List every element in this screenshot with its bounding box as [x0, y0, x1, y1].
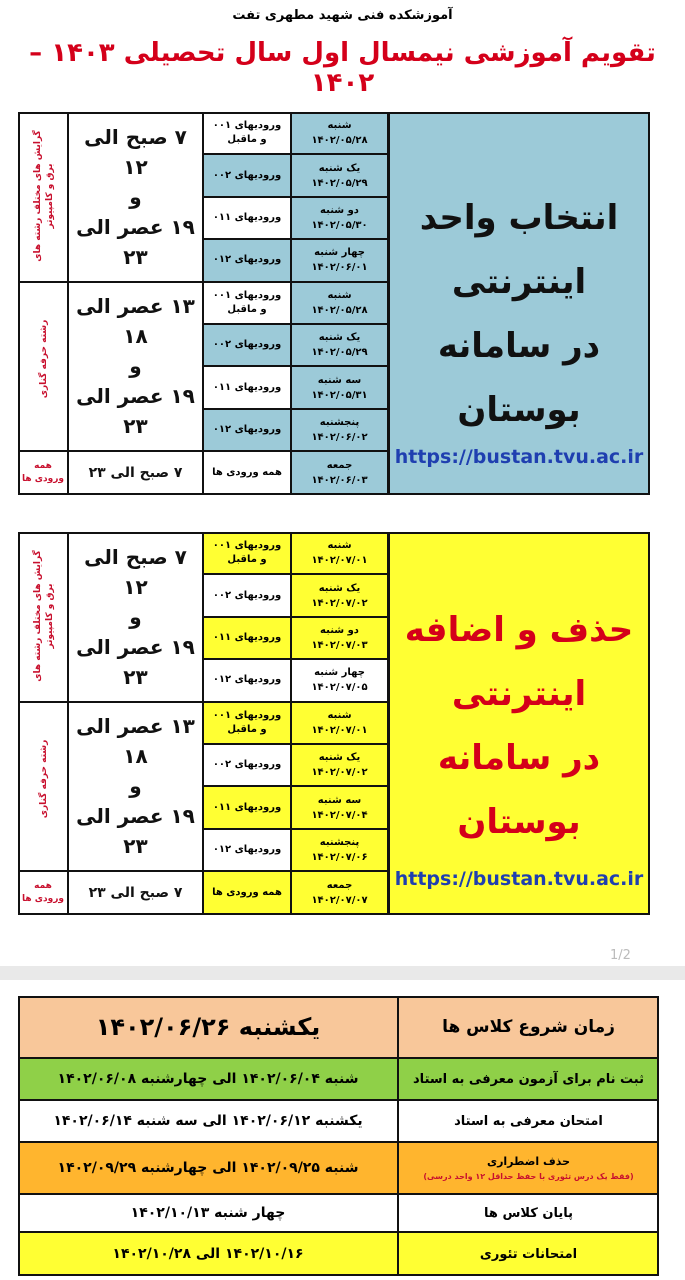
bottom-row-value: [18, 1058, 398, 1100]
side-line: رشته حرفه گناری: [39, 740, 49, 819]
section2-row-date-cell: [291, 659, 388, 701]
time-l1: ۱۳ عصر الی ۱۸: [76, 714, 195, 769]
time-l3: ۱۹ عصر الی ۲۳: [76, 634, 195, 689]
row-date: ۱۴۰۲/۰۷/۰۱: [311, 724, 368, 736]
row-group: ورودیهای ۰۱۱: [212, 801, 282, 813]
bottom-row-label: [398, 1142, 659, 1194]
row-group: ورودیهای ۰۰۱ و ماقبل: [212, 289, 282, 315]
row-day: سه شنبه: [317, 794, 362, 806]
page-indicator: 1/2: [610, 948, 631, 963]
section1-side-cell: [18, 282, 68, 452]
section2-row-date-cell: [291, 617, 388, 659]
bottom-row-value: [18, 1194, 398, 1232]
time-l1: ۱۳ عصر الی ۱۸: [76, 294, 195, 349]
bottom-row-label: [398, 1194, 659, 1232]
row-day: چهار شنبه: [314, 667, 365, 679]
section2-side-cell: [18, 702, 68, 872]
bottom-row-label: [398, 996, 659, 1058]
side-label: همه: [34, 881, 52, 892]
section1-row-date-cell: [291, 409, 388, 451]
section1-row-date-cell: [291, 324, 388, 366]
row-date: ۱۴۰۲/۰۷/۰۳: [311, 639, 368, 651]
side-line: گرایش های مختلف رشته های: [33, 130, 43, 262]
row-day: شنبه: [327, 540, 352, 552]
bottom-row-value: [18, 1142, 398, 1194]
row-group: ورودیهای ۰۰۲: [212, 589, 282, 601]
section1-big-text: [390, 186, 648, 442]
row-day: دو شنبه: [320, 624, 359, 636]
page-separator: [0, 966, 685, 980]
school-name: آموزشکده فنی شهید مطهری تفت: [232, 8, 453, 23]
section2-row-group-cell: [203, 871, 291, 915]
section2-row-group-cell: [203, 829, 291, 871]
time-l3: ۱۹ عصر الی ۲۳: [76, 384, 195, 439]
section1-time-cell: [68, 112, 203, 282]
section1-row-group-cell: [203, 409, 291, 451]
bottom-label-text: امتحانات تئوری: [479, 1246, 578, 1262]
time-l2: و: [129, 184, 142, 209]
bottom-row-value: [18, 996, 398, 1058]
row-group: ورودیهای ۰۱۲: [212, 674, 282, 686]
row-date: ۱۴۰۲/۰۷/۰۵: [311, 682, 368, 694]
section2-row-date-cell: [291, 744, 388, 786]
section2-row-group-cell: [203, 617, 291, 659]
side-label-vertical: [32, 116, 56, 276]
row-group: ورودیهای ۰۱۲: [212, 254, 282, 266]
bottom-label-text: ثبت نام برای آزمون معرفی به استاد: [413, 1071, 644, 1087]
bottom-label-text: حذف اضطراری: [486, 1155, 571, 1168]
row-group: ورودیهای ۰۰۲: [212, 339, 282, 351]
section2-row-date-cell: [291, 829, 388, 871]
section2-row-date-cell: [291, 871, 388, 915]
bottom-value-text: یکشنبه ۱۴۰۲/۰۶/۲۶: [95, 1013, 321, 1041]
time-l1: ۷ صبح الی ۱۲: [84, 124, 187, 179]
row-date: ۱۴۰۲/۰۷/۰۱: [311, 555, 368, 567]
row-date: ۱۴۰۲/۰۷/۰۴: [311, 809, 368, 821]
row-day: یک شنبه: [318, 582, 361, 594]
section2-big-line: در سامانه بوستان: [437, 738, 601, 842]
section1-time-cell: [68, 282, 203, 452]
row-day: شنبه: [327, 709, 352, 721]
row-date: ۱۴۰۲/۰۵/۲۸: [311, 304, 368, 316]
section1-row-group-cell: [203, 324, 291, 366]
section2-row-group-cell: [203, 659, 291, 701]
bottom-row-value: [18, 1100, 398, 1142]
section2-row-date-cell: [291, 532, 388, 574]
row-date: ۱۴۰۲/۰۶/۰۱: [311, 262, 368, 274]
page-title: تقویم آموزشی نیمسال اول سال تحصیلی ۱۴۰۳ – ۱۴۰۲: [29, 38, 656, 98]
row-date: ۱۴۰۲/۰۵/۳۰: [311, 219, 368, 231]
row-day: یک شنبه: [318, 752, 361, 764]
section2-big-panel: [388, 532, 650, 915]
row-day: چهار شنبه: [314, 247, 365, 259]
row-day: یک شنبه: [318, 332, 361, 344]
row-day: پنجشنبه: [319, 416, 360, 428]
section1-big-line: اینترنتی: [451, 262, 587, 302]
bottom-value-text: شنبه ۱۴۰۲/۰۶/۰۴ الی چهارشنبه ۱۴۰۲/۰۶/۰۸: [57, 1071, 359, 1087]
row-group: ورودیهای ۰۱۲: [212, 423, 282, 435]
section1-row-group-cell: [203, 451, 291, 495]
bottom-label-text: زمان شروع کلاس ها: [442, 1017, 615, 1037]
section2-big-text: [390, 598, 648, 854]
section1-row-group-cell: [203, 282, 291, 324]
section2-row-date-cell: [291, 786, 388, 828]
section1-row-group-cell: [203, 197, 291, 239]
bottom-value-text: شنبه ۱۴۰۲/۰۹/۲۵ الی چهارشنبه ۱۴۰۲/۰۹/۲۹: [57, 1160, 359, 1176]
row-day: یک شنبه: [318, 162, 361, 174]
bottom-row-label: [398, 1232, 659, 1276]
row-group: همه ورودی ها: [212, 887, 282, 899]
row-date: ۱۴۰۲/۰۶/۰۳: [311, 475, 368, 487]
time-l1: ۷ صبح الی ۲۳: [88, 885, 183, 902]
side-label: ورودی ها: [22, 894, 64, 905]
row-date: ۱۴۰۲/۰۷/۰۷: [311, 895, 368, 907]
bottom-label-text: پایان کلاس ها: [484, 1205, 573, 1221]
side-label-vertical: [38, 700, 50, 860]
time-l2: و: [129, 774, 142, 799]
bottom-value-text: ۱۴۰۲/۱۰/۱۶ الی ۱۴۰۲/۱۰/۲۸: [112, 1246, 304, 1262]
row-date: ۱۴۰۲/۰۵/۲۹: [311, 177, 368, 189]
bottom-value-text: یکشنبه ۱۴۰۲/۰۶/۱۲ الی سه شنبه ۱۴۰۲/۰۶/۱۴: [53, 1113, 363, 1129]
section1-big-line: انتخاب واحد: [419, 198, 619, 238]
section2-side-cell: [18, 532, 68, 702]
section1-row-group-cell: [203, 239, 291, 281]
section1-row-date-cell: [291, 197, 388, 239]
row-group: همه ورودی ها: [212, 467, 282, 479]
row-day: سه شنبه: [317, 374, 362, 386]
section1-row-date-cell: [291, 239, 388, 281]
row-group: ورودیهای ۰۰۱ و ماقبل: [212, 709, 282, 735]
side-label: ورودی ها: [22, 474, 64, 485]
section2-side-cell: [18, 871, 68, 915]
row-group: ورودیهای ۰۱۱: [212, 631, 282, 643]
side-line: رشته حرفه گناری: [39, 320, 49, 399]
time-l2: و: [129, 604, 142, 629]
section1-big-panel: [388, 112, 650, 495]
section1-row-date-cell: [291, 451, 388, 495]
bottom-row-label: [398, 1100, 659, 1142]
section2-big-line: اینترنتی: [451, 674, 587, 714]
row-date: ۱۴۰۲/۰۵/۲۸: [311, 135, 368, 147]
section2-row-group-cell: [203, 744, 291, 786]
bottom-row-value: [18, 1232, 398, 1276]
row-date: ۱۴۰۲/۰۷/۰۲: [311, 597, 368, 609]
row-day: شنبه: [327, 120, 352, 132]
row-date: ۱۴۰۲/۰۶/۰۲: [311, 431, 368, 443]
section2-row-group-cell: [203, 702, 291, 744]
side-label-vertical: [38, 280, 50, 440]
time-l3: ۱۹ عصر الی ۲۳: [76, 214, 195, 269]
section2-row-group-cell: [203, 574, 291, 616]
row-group: ورودیهای ۰۱۲: [212, 843, 282, 855]
section2-time-cell: [68, 871, 203, 915]
section2-time-cell: [68, 702, 203, 872]
bottom-row-label: [398, 1058, 659, 1100]
time-l1: ۷ صبح الی ۲۳: [88, 465, 183, 482]
row-date: ۱۴۰۲/۰۵/۲۹: [311, 347, 368, 359]
section1-row-group-cell: [203, 112, 291, 154]
side-line: برق و کامپیوتر: [45, 163, 55, 229]
bottom-sublabel-text: (فقط یک درس تئوری با حفظ حداقل ۱۲ واحد درسی): [423, 1172, 634, 1181]
time-l1: ۷ صبح الی ۱۲: [84, 544, 187, 599]
row-group: ورودیهای ۰۰۲: [212, 169, 282, 181]
section1-bustan-link[interactable]: https://bustan.tvu.ac.ir: [394, 446, 644, 468]
side-line: برق و کامپیوتر: [45, 583, 55, 649]
section1-row-date-cell: [291, 282, 388, 324]
section2-row-date-cell: [291, 702, 388, 744]
section1-time-cell: [68, 451, 203, 495]
row-date: ۱۴۰۲/۰۷/۰۲: [311, 767, 368, 779]
row-day: جمعه: [326, 880, 353, 892]
row-day: شنبه: [327, 289, 352, 301]
section1-side-cell: [18, 451, 68, 495]
section1-row-group-cell: [203, 366, 291, 408]
section2-row-group-cell: [203, 786, 291, 828]
row-group: ورودیهای ۰۱۱: [212, 381, 282, 393]
section1-side-cell: [18, 112, 68, 282]
section2-row-date-cell: [291, 574, 388, 616]
section1-row-group-cell: [203, 154, 291, 196]
row-group: ورودیهای ۰۰۱ و ماقبل: [212, 120, 282, 146]
row-day: جمعه: [326, 460, 353, 472]
row-day: دو شنبه: [320, 204, 359, 216]
side-label: همه: [34, 461, 52, 472]
row-group: ورودیهای ۰۰۲: [212, 759, 282, 771]
row-date: ۱۴۰۲/۰۵/۳۱: [311, 389, 368, 401]
section1-big-line: در سامانه بوستان: [437, 326, 601, 430]
row-group: ورودیهای ۰۱۱: [212, 211, 282, 223]
section1-row-date-cell: [291, 366, 388, 408]
time-l2: و: [129, 354, 142, 379]
bottom-value-text: چهار شنبه ۱۴۰۲/۱۰/۱۳: [130, 1205, 286, 1221]
section1-row-date-cell: [291, 112, 388, 154]
section2-row-group-cell: [203, 532, 291, 574]
side-line: گرایش های مختلف رشته های: [33, 550, 43, 682]
section1-row-date-cell: [291, 154, 388, 196]
row-group: ورودیهای ۰۰۱ و ماقبل: [212, 540, 282, 566]
section2-big-line: حذف و اضافه: [404, 610, 634, 650]
section2-bustan-link[interactable]: https://bustan.tvu.ac.ir: [394, 868, 644, 890]
row-day: پنجشنبه: [319, 836, 360, 848]
section2-time-cell: [68, 532, 203, 702]
side-label-vertical: [32, 536, 56, 696]
row-date: ۱۴۰۲/۰۷/۰۶: [311, 851, 368, 863]
time-l3: ۱۹ عصر الی ۲۳: [76, 804, 195, 859]
bottom-label-text: امتحان معرفی به استاد: [454, 1113, 603, 1129]
